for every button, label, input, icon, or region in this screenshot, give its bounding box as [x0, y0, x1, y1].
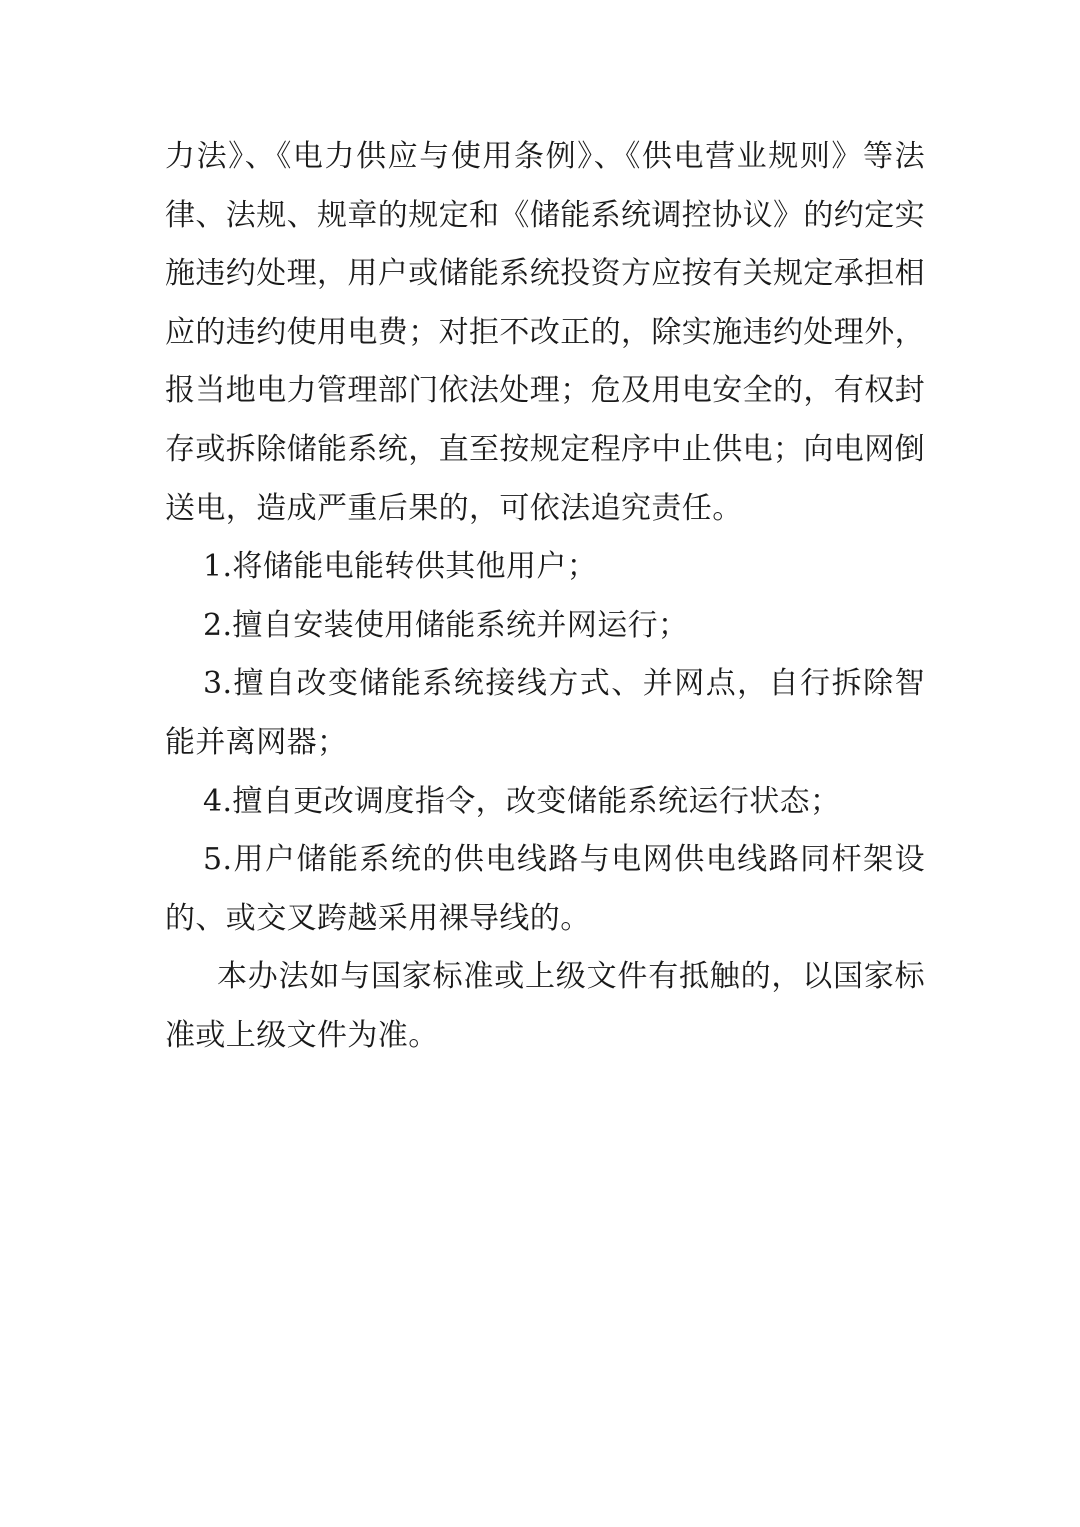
- closing-paragraph: 本办法如与国家标准或上级文件有抵触的，以国家标准或上级文件为准。: [165, 959, 925, 1053]
- list-item-3: 3.擅自改变储能系统接线方式、并网点，自行拆除智能并离网器；: [165, 666, 925, 760]
- document-body: [165, 128, 925, 1066]
- list-item-5: 5.用户储能系统的供电线路与电网供电线路同杆架设的、或交叉跨越采用裸导线的。: [165, 842, 925, 936]
- list-item-1: 1.将储能电能转供其他用户；: [203, 549, 598, 585]
- list-item-2: 2.擅自安装使用储能系统并网运行；: [203, 607, 689, 643]
- list-item-4: 4.擅自更改调度指令，改变储能系统运行状态；: [203, 783, 841, 819]
- paragraph-violation-handling: 力法》、《电力供应与使用条例》、《供电营业规则》等法律、法规、规章的规定和《储能系统调控协议》的约定实施违约处理，用户或储能系统投资方应按有关规定承担相应的违约使用电费；对拒不改正的，除实施违约处理外，报当地电力管理部门依法处理；危及用电安全的，有权封存或拆除储能系统，直至按规定程序中止供电；向电网倒送电，造成严重后果的，可依法追究责任。: [165, 139, 925, 526]
